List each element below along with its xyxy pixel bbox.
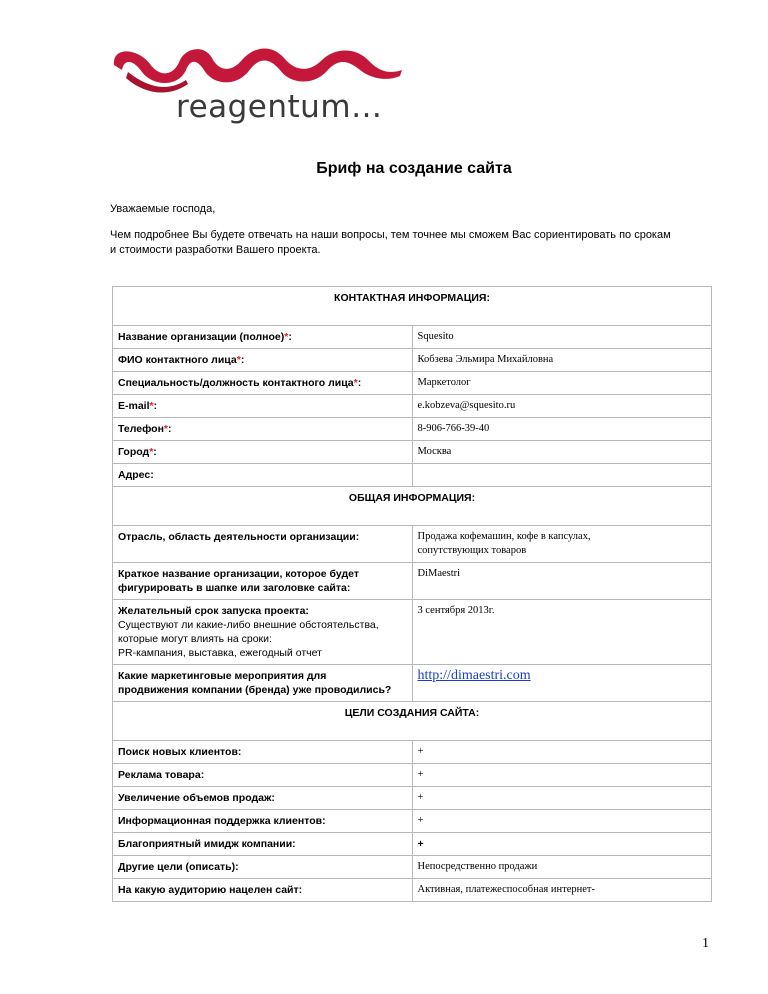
address-label: Адрес:: [113, 464, 413, 487]
launch-date-label: [113, 600, 413, 665]
label-line: Желательный срок запуска проекта:: [118, 605, 309, 617]
label-line: Краткое название организации, которое будет: [118, 568, 359, 580]
table-row: [113, 833, 712, 856]
label-note: PR-кампания, выставка, ежегодный отчет: [118, 647, 322, 659]
section-header-row: [113, 487, 712, 526]
launch-date-value[interactable]: 3 сентября 2013г.: [412, 600, 712, 665]
goal-label: Другие цели (описать):: [113, 856, 413, 879]
label-line: продвижения компании (бренда) уже проводились?: [118, 684, 392, 696]
goal-value[interactable]: +: [412, 764, 712, 787]
required-asterisk: *: [284, 331, 289, 343]
table-row: [113, 741, 712, 764]
address-value[interactable]: [412, 464, 712, 487]
section-general-title: ОБЩАЯ ИНФОРМАЦИЯ:: [113, 487, 712, 526]
goal-label: Поиск новых клиентов:: [113, 741, 413, 764]
table-row: [113, 856, 712, 879]
audience-label: На какую аудиторию нацелен сайт:: [113, 879, 413, 902]
goal-value[interactable]: +: [412, 741, 712, 764]
field-label: Название организации (полное)*:: [113, 326, 413, 349]
website-link[interactable]: http://dimaestri.com: [417, 668, 531, 683]
email-value[interactable]: e.kobzeva@squesito.ru: [412, 395, 712, 418]
page-number: 1: [702, 936, 709, 951]
marketing-value: [412, 665, 712, 702]
logo-wordmark: reagentum…: [176, 89, 383, 125]
label-line: Какие маркетинговые мероприятия для: [118, 670, 327, 682]
value-line: сопутствующих товаров: [417, 545, 527, 556]
brief-form-table: [112, 286, 712, 902]
label-text: Город: [118, 446, 150, 458]
section-goals-title: ЦЕЛИ СОЗДАНИЯ САЙТА:: [113, 702, 712, 741]
table-row: [113, 418, 712, 441]
position-value[interactable]: Маркетолог: [412, 372, 712, 395]
label-note: которые могут влиять на сроки:: [118, 633, 272, 645]
phone-value[interactable]: 8-906-766-39-40: [412, 418, 712, 441]
table-row: [113, 879, 712, 902]
table-row: [113, 764, 712, 787]
required-asterisk: *: [149, 400, 154, 412]
goal-value[interactable]: +: [412, 833, 712, 856]
required-asterisk: *: [163, 423, 169, 435]
label-text: Название организации (полное): [118, 331, 285, 343]
table-row: [113, 395, 712, 418]
label-text: E-mail: [118, 400, 150, 412]
label-text: ФИО контактного лица: [118, 354, 237, 366]
table-row: [113, 372, 712, 395]
industry-label: Отрасль, область деятельности организации:: [113, 526, 413, 563]
table-row: [113, 441, 712, 464]
section-header-row: [113, 702, 712, 741]
section-header-row: [113, 287, 712, 326]
label-note: Существуют ли какие-либо внешние обстоятельства,: [118, 619, 379, 631]
table-row: [113, 600, 712, 665]
short-name-value[interactable]: DiMaestri: [412, 563, 712, 600]
table-row: [113, 665, 712, 702]
goal-label: Благоприятный имидж компании:: [113, 833, 413, 856]
contact-person-value[interactable]: Кобзева Эльмира Михайловна: [412, 349, 712, 372]
label-text: Телефон: [118, 423, 164, 435]
city-value[interactable]: Москва: [412, 441, 712, 464]
table-row: [113, 526, 712, 563]
industry-value[interactable]: [412, 526, 712, 563]
required-asterisk: *: [149, 446, 154, 458]
document-title: Бриф на создание сайта: [316, 160, 512, 177]
table-row: [113, 349, 712, 372]
section-contact-title: КОНТАКТНАЯ ИНФОРМАЦИЯ:: [113, 287, 712, 326]
goal-value[interactable]: Непосредственно продажи: [412, 856, 712, 879]
field-label: Телефон*:: [113, 418, 413, 441]
label-text: Специальность/должность контактного лица: [118, 377, 354, 389]
short-name-label: [113, 563, 413, 600]
table-row: [113, 787, 712, 810]
organization-name-value[interactable]: Squesito: [412, 326, 712, 349]
label-line: фигурировать в шапке или заголовке сайта:: [118, 582, 351, 594]
goal-label: Увеличение объемов продаж:: [113, 787, 413, 810]
greeting-text: Уважаемые господа,: [110, 203, 216, 215]
intro-paragraph: [110, 228, 720, 258]
intro-line: и стоимости разработки Вашего проекта.: [110, 244, 321, 256]
required-asterisk: *: [236, 354, 241, 366]
goal-label: Информационная поддержка клиентов:: [113, 810, 413, 833]
audience-value[interactable]: Активная, платежеспособная интернет-: [412, 879, 712, 902]
value-line: Продажа кофемашин, кофе в капсулах,: [417, 531, 591, 542]
field-label: ФИО контактного лица*:: [113, 349, 413, 372]
field-label: E-mail*:: [113, 395, 413, 418]
goal-label: Реклама товара:: [113, 764, 413, 787]
field-label: Город*:: [113, 441, 413, 464]
table-row: [113, 810, 712, 833]
table-row: [113, 563, 712, 600]
goal-value[interactable]: +: [412, 810, 712, 833]
intro-line: Чем подробнее Вы будете отвечать на наши вопросы, тем точнее мы сможем Вас сориентировать по срокам: [110, 229, 671, 241]
field-label: Специальность/должность контактного лица*:: [113, 372, 413, 395]
marketing-label: [113, 665, 413, 702]
required-asterisk: *: [353, 377, 358, 389]
goal-value[interactable]: +: [412, 787, 712, 810]
table-row: [113, 464, 712, 487]
table-row: [113, 326, 712, 349]
company-logo: [108, 40, 408, 135]
